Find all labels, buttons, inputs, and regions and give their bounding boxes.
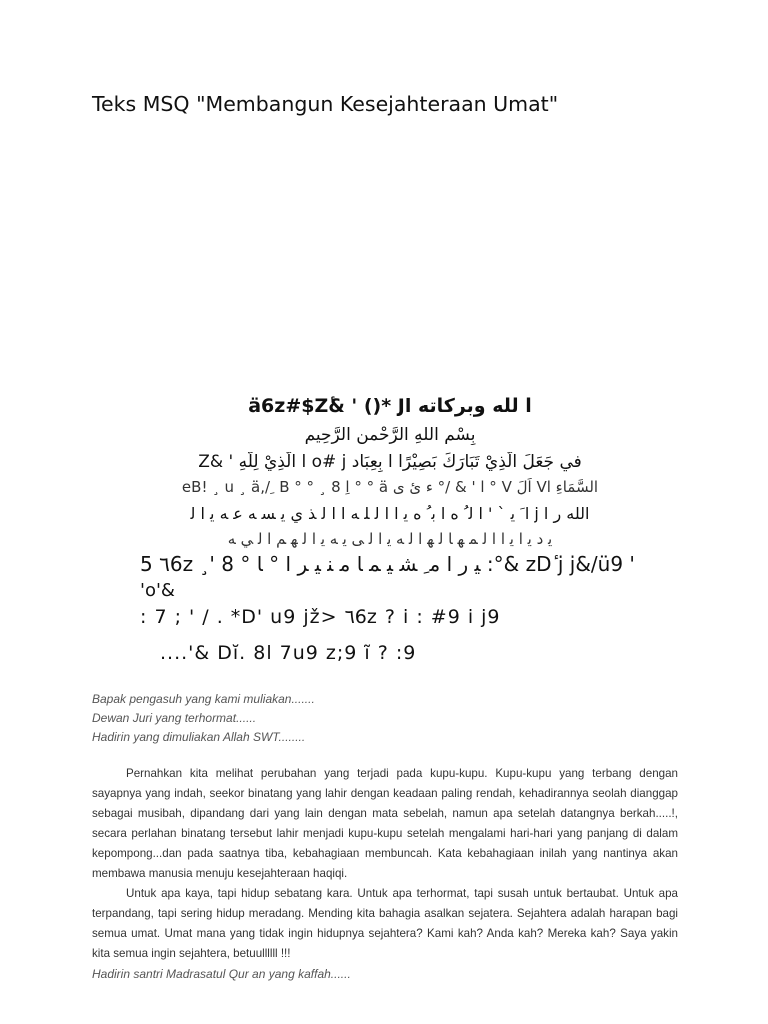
- greeting-line: Bapak pengasuh yang kami muliakan.......: [92, 692, 315, 706]
- garbled-arabic-line: ﻳ ﺩ ﻳ ﺍ ﻳ ﺍ ﺍ ﻟ ﻤ ﻬ ﺎ ﻟ ﻬ ﺍ ﻟ ﻪ ﻳ ﺍ ﻟ ﻰ ﻳ ﻪ ﻳ ﺍ ﻟ ﻬ ﻢ ﺍ ﻟ ﻲ ﻪ: [227, 530, 553, 548]
- basmalah-line: بِسْمِ اللهِ الرَّحْمنِ الرَّحِيم: [304, 425, 476, 445]
- greeting-line: Hadirin yang dimuliakan Allah SWT........: [92, 730, 306, 744]
- document-title: Teks MSQ "Membangun Kesejahteraan Umat": [92, 92, 559, 116]
- speech-body: [92, 764, 678, 984]
- garbled-arabic-line: الله ﺭ ﺍ j ﺍ َ ﻳ ` ' ﺍ ﻟ ُ ﻩ ﺍ ﺑ ُ ﻩ ﻳ ﺍ ﺍ ﻟ ﻠ ﻪ ﺍ ﺍ ﻟ ﺬ ﻱ ﻳ ﺴ ﻪ ﻋ ﻪ ﻳ ﺍ ﻟ: [190, 504, 590, 523]
- garbled-symbol-line: 5 ٦6z ¸' 8 ° ﻴ ﺭ ﺍ ﻣ ِ ﺸ ﻴ ﻤ ﺎ ﻣ ﻨ ﻴ ﺮ ﺍ ° ﺎ :°& zDٔ j j&/ü9 ': [140, 552, 635, 576]
- garbled-arabic-line: السَّمَاءِ Vl اَلَ V ° ا ' & /° ء ئ ی ä ° ° اِ eB! ¸ u ¸ ä,/ ِ B ° ° ¸ 8: [181, 478, 599, 496]
- closing-greeting: Hadirin santri Madrasatul Qur an yang kaffah......: [92, 967, 351, 981]
- garbled-symbol-line: ....'& Dĭ. 8l 7u9 z;9 ĩ ? :9: [160, 642, 417, 664]
- paragraph: Pernahkan kita melihat perubahan yang terjadi pada kupu-kupu. Kupu-kupu yang terbang dengan sayapnya yang indah, seekor binatang yang lahir dengan keadaan paling rendah, kehadirannya seolah dianggap sebagai musibah, dipandang dari yang lain dengan mata sebelah, namun apa setelah datangnya berkah.....!, secara perlahan binatang tersebut lahir menjadi kupu-kupu setelah mengalami hari-hari yang panjang di dalam kepompong...dan pada saatnya tiba, kebahagiaan membuncah. Kata kebahagiaan inilah yang nantinya akan membawa manusia menuju kesejahteraan haqiqi.: [92, 767, 678, 880]
- greetings-block: [92, 690, 315, 747]
- garbled-arabic-line: في جَعَلَ الَّذِيْ تَبَارَكَ بَصِيْرًا ا بِعِبَاد o# j ا الَّذِيْ لِلَّهِ ' &Z: [198, 452, 582, 472]
- paragraph: Untuk apa kaya, tapi hidup sebatang kara. Untuk apa terhormat, tapi susah untuk bertaubat. Untuk apa terpandang, tapi sering hidup meradang. Mending kita bahagia asalkan sejatera. Sejahtera adalah harapan bagi semua umat. Umat mana yang tidak ingin hidupnya sejahtera? Kami kah? Anda kah? Mereka kah? Saya yakin kita semua ingin sejahtera, betuullllll !!!: [92, 887, 678, 960]
- garbled-symbol-line: : 7 ; ' / . *D' u9 jž> ٦6z ? i : #9 i j9: [140, 606, 501, 628]
- garbled-arabic-line: ا لله وبركاته ä6z#$Z&ٔ ' ()* Jl: [248, 395, 532, 417]
- greeting-line: Dewan Juri yang terhormat......: [92, 711, 257, 725]
- garbled-symbol-line: 'o'&: [140, 580, 175, 601]
